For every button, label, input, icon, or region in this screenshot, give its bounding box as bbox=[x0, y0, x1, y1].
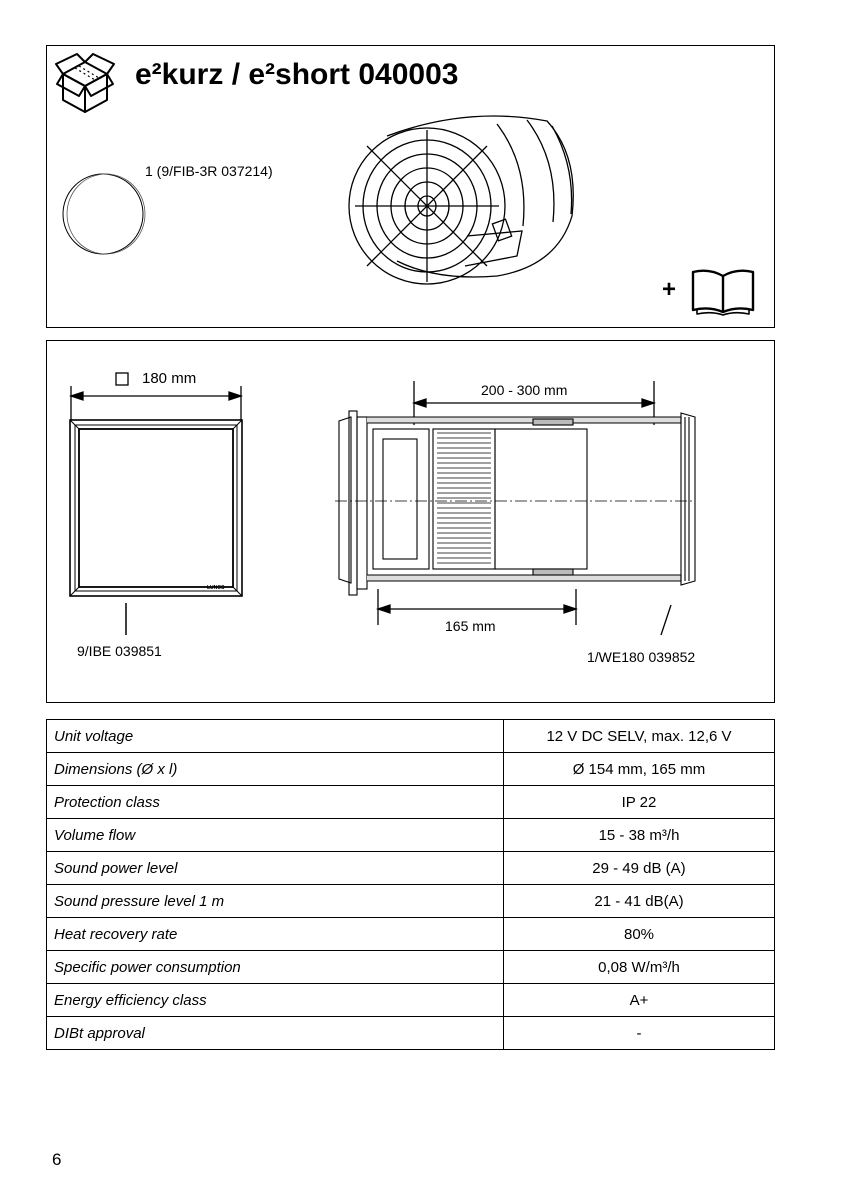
spec-value: A+ bbox=[504, 984, 775, 1017]
cover-part-label: 9/IBE 039851 bbox=[77, 643, 162, 659]
spec-label: Sound power level bbox=[47, 852, 504, 885]
fan-unit-illustration bbox=[347, 96, 587, 296]
product-title: e²kurz / e²short 040003 bbox=[135, 58, 459, 91]
spec-row bbox=[47, 885, 775, 918]
spec-label: Sound pressure level 1 m bbox=[47, 885, 504, 918]
spec-row bbox=[47, 720, 775, 753]
spec-row bbox=[47, 1017, 775, 1050]
brand-mark: LUNOS bbox=[207, 585, 225, 591]
spec-label: DIBt approval bbox=[47, 1017, 504, 1050]
wall-element-leader-line bbox=[659, 605, 673, 637]
spec-row bbox=[47, 918, 775, 951]
package-contents-panel bbox=[46, 45, 775, 328]
spec-row bbox=[47, 819, 775, 852]
spec-value: 21 - 41 dB(A) bbox=[504, 885, 775, 918]
spec-value: 80% bbox=[504, 918, 775, 951]
spec-row bbox=[47, 852, 775, 885]
unit-cross-section bbox=[333, 405, 693, 605]
spec-value: - bbox=[504, 1017, 775, 1050]
spec-label: Unit voltage bbox=[47, 720, 504, 753]
plus-sign: + bbox=[662, 276, 677, 303]
unit-length-label: 165 mm bbox=[445, 618, 496, 634]
length-range-label: 200 - 300 mm bbox=[481, 382, 568, 398]
dimensions-panel bbox=[46, 340, 775, 703]
cover-leader-line bbox=[124, 603, 128, 635]
square-dimension-arrow bbox=[67, 386, 247, 406]
spec-value: IP 22 bbox=[504, 786, 775, 819]
spec-label: Energy efficiency class bbox=[47, 984, 504, 1017]
spec-value: 15 - 38 m³/h bbox=[504, 819, 775, 852]
spec-label: Heat recovery rate bbox=[47, 918, 504, 951]
page-number: 6 bbox=[52, 1150, 62, 1169]
manual-book-icon bbox=[689, 266, 757, 316]
spec-value: Ø 154 mm, 165 mm bbox=[504, 753, 775, 786]
filter-disc-illustration bbox=[59, 164, 155, 260]
square-dimension-label: 180 mm bbox=[142, 370, 197, 387]
spec-value: 0,08 W/m³/h bbox=[504, 951, 775, 984]
spec-label: Specific power consumption bbox=[47, 951, 504, 984]
wall-element-label: 1/WE180 039852 bbox=[587, 649, 696, 665]
package-box-icon bbox=[53, 52, 117, 116]
cover-front-view bbox=[69, 419, 245, 599]
accessory-label: 1 (9/FIB-3R 037214) bbox=[145, 163, 273, 179]
spec-table bbox=[46, 719, 775, 1050]
spec-row bbox=[47, 786, 775, 819]
spec-label: Dimensions (Ø x l) bbox=[47, 753, 504, 786]
spec-label: Protection class bbox=[47, 786, 504, 819]
spec-row bbox=[47, 753, 775, 786]
square-symbol-icon bbox=[115, 372, 129, 386]
spec-value: 29 - 49 dB (A) bbox=[504, 852, 775, 885]
spec-row bbox=[47, 951, 775, 984]
spec-label: Volume flow bbox=[47, 819, 504, 852]
spec-row bbox=[47, 984, 775, 1017]
spec-value: 12 V DC SELV, max. 12,6 V bbox=[504, 720, 775, 753]
